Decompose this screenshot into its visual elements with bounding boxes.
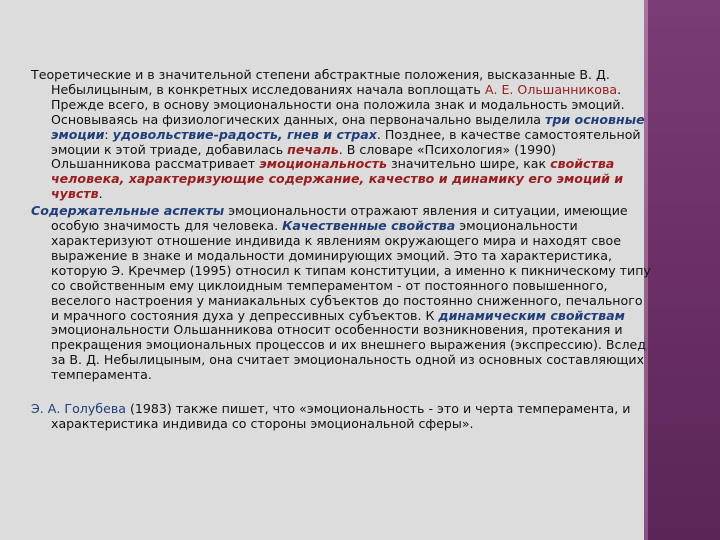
emphasis-term: печаль xyxy=(287,141,339,157)
emphasis-term: эмоциональность xyxy=(259,156,387,172)
paragraph-2 xyxy=(31,204,653,383)
side-accent-stripe xyxy=(648,0,720,540)
text-run: значительно шире, как xyxy=(386,156,551,172)
text-run: эмоциональности отражают явления и ситуации, имеющие особую значимость для человека. xyxy=(51,203,628,234)
author-name: А. Е. Ольшанникова xyxy=(484,81,618,97)
emphasis-term: удовольствие-радость, гнев и страх xyxy=(112,126,377,142)
text-run: (1983) также пишет, что «эмоциональность - это и черта темперамента, и характеристика индивида со стороны эмоциональной сферы». xyxy=(51,401,631,431)
paragraph-1 xyxy=(31,68,653,202)
text-run: эмоциональности характеризуют отношение индивида к явлениям окружающего мира и находят свое выражение в знаке и модальности доминирующих эмоций. Это та характеристика, которую Э. Кречмер (1995) относил к типам конституции, а именно к пикническому типу со свойственным ему циклоидным темпераментом - от постоянного повышенного, веселого настроения у маниакальных субъектов до постоянно сниженного, печального и мрачного состояния духа у депрессивных субъектов. К xyxy=(51,218,651,323)
text-run: Теоретические и в значительной степени абстрактные положения, высказанные В. Д. Небылицыным, в конкретных исследованиях начала воплощать xyxy=(31,67,610,97)
paragraph-3 xyxy=(31,402,653,432)
emphasis-term: три основные эмоции xyxy=(51,111,645,142)
text-run: : xyxy=(104,126,113,142)
slide-text-body xyxy=(31,68,653,432)
text-run: . В словаре «Психология» (1990) Ольшанникова рассматривает xyxy=(51,141,557,172)
text-run: . Прежде всего, в основу эмоциональности она положила знак и модальность эмоций. Основываясь на физиологических данных, она первоначально выделила xyxy=(51,81,625,127)
text-run: эмоциональности Ольшанникова относит особенности возникновения, протекания и прекращения эмоциональных процессов и их внешнего выражения (экспрессию). Вслед за В. Д. Небылицыным, она считает эмоциональность одной из основных составляющих темперамента. xyxy=(51,322,646,383)
text-run: . Позднее, в качестве самостоятельной эмоции к этой триаде, добавилась xyxy=(51,126,641,157)
text-run: . xyxy=(98,186,103,202)
author-name: Э. А. Голубева xyxy=(31,401,126,417)
emphasis-term: Качественные свойства xyxy=(282,218,456,234)
emphasis-term: динамическим свойствам xyxy=(438,307,625,323)
emphasis-term: свойства человека, характеризующие содержание, качество и динамику его эмоций и чувств xyxy=(51,156,624,202)
emphasis-term: Содержательные аспекты xyxy=(31,203,225,219)
